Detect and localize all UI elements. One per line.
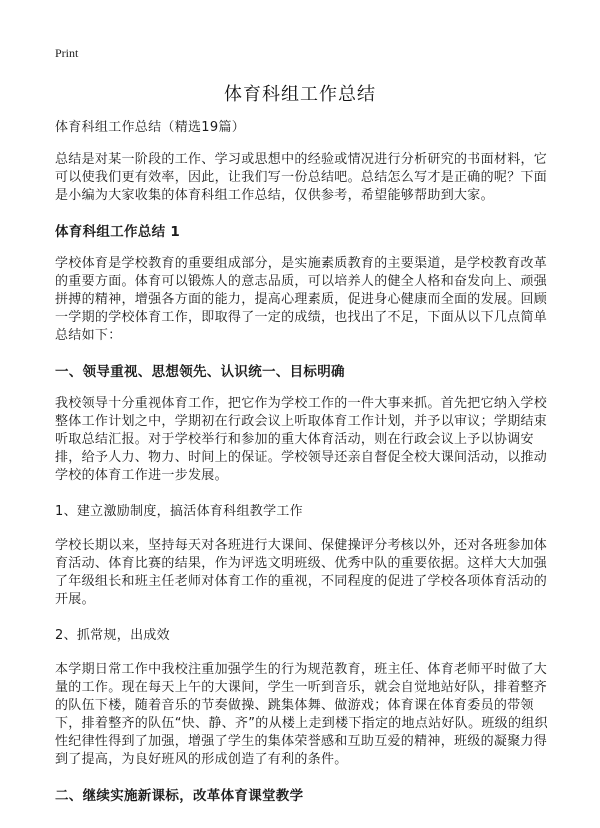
subheading-incentive: 1、建立激励制度，搞活体育科组教学工作 [55, 504, 303, 519]
leadership-paragraph: 我校领导十分重视体育工作，把它作为学校工作的一件大事来抓。首先把它纳入学校整体工作计划之中，学期初在行政会议上听取体育工作计划，并予以审议；学期结束听取总结汇报。对于学校举行和参加的重大体育活动，则在行政会议上予以协调安排，给予人力、物力、时间上的保证。学校领导还亲自督促全校大课间活动，以推动学校的体育工作进一步发展。 [55, 396, 548, 483]
intro-paragraph: 总结是对某一阶段的工作、学习或思想中的经验或情况进行分析研究的书面材料，它可以使我们更有效率，因此，让我们写一份总结吧。总结怎么写才是正确的呢？下面是小编为大家收集的体育科组工作总结，仅供参考，希望能够帮助到大家。 [55, 152, 548, 203]
document-subtitle: 体育科组工作总结（精选19篇） [55, 120, 246, 135]
heading-leadership: 一、领导重视、思想领先、认识统一、目标明确 [55, 364, 345, 380]
incentive-paragraph: 学校长期以来，坚持每天对各班进行大课间、保健操评分考核以外，还对各班参加体育活动、体育比赛的结果，作为评选文明班级、优秀中队的重要依据。这样大大加强了年级组长和班主任老师对体育工作的重视，不同程度的促进了学校各项体育活动的开展。 [55, 538, 548, 607]
document-body [55, 119, 550, 819]
document-title: 体育科组工作总结 [224, 84, 376, 105]
section-paragraph: 学校体育是学校教育的重要组成部分，是实施素质教育的主要渠道，是学校教育改革的重要方面。体育可以锻炼人的意志品质，可以培养人的健全人格和奋发向上、顽强拼搏的精神，增强各方面的能力，提高心理素质，促进身心健康而全面的发展。回顾一学期的学校体育工作，即取得了一定的成绩，也找出了不足，下面从以下几点简单总结如下： [55, 256, 548, 343]
subheading-routine: 2、抓常规，出成效 [55, 628, 170, 643]
section-heading: 体育科组工作总结 1 [55, 224, 181, 240]
routine-paragraph: 本学期日常工作中我校注重加强学生的行为规范教育，班主任、体育老师平时做了大量的工作。现在每天上午的大课间，学生一听到音乐，就会自觉地站好队，排着整齐的队伍下楼，随着音乐的节奏做操、跳集体舞、做游戏；体育课在体育委员的带领下，排着整齐的队伍“快、静、齐”的从楼上走到楼下指定的地点站好队。班级的组织性纪律性得到了加强，增强了学生的集体荣誉感和互助互爱的精神，班级的凝聚力得到了提高，为良好班风的形成创造了有利的条件。 [55, 662, 548, 767]
heading-curriculum: 二、继续实施新课标，改革体育课堂教学 [55, 788, 304, 804]
print-label[interactable]: Print [55, 46, 79, 60]
